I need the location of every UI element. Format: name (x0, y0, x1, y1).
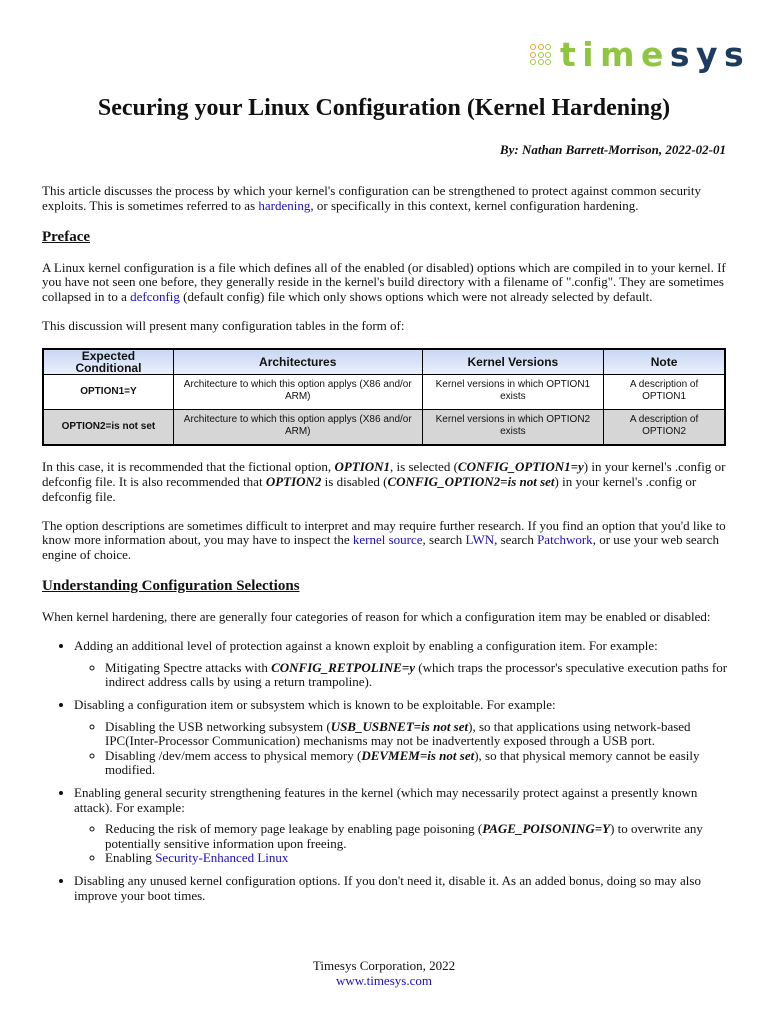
intro-paragraph: This article discusses the process by which your kernel's configuration can be strengthened to protect against common security exploits. This is sometimes referred to as hardening, or specifically in this context, kernel configuration hardening. (42, 183, 702, 213)
list-item: • Adding an additional level of protection against a known exploit by enabling a configuration item. For example: ◦ Mitigating Spectre attacks with CONFIG_RETPOLINE=y (which traps the processor's speculative execution paths for indirect address calls by using a return trampoline). (74, 639, 728, 690)
reasons-list (42, 639, 728, 903)
list-item: • Enabling general security strengthening features in the kernel (which may necessarily protect against a presently known attack). For example: ◦ Reducing the risk of memory page leakage by enabling page poisoning (PAGE_POISONING=Y) to overwrite any potentially sensitive information upon freeing. ◦ Enabling Security-Enhanced Linux (74, 786, 728, 866)
byline: By: Nathan Barrett-Morrison, 2022-02-01 (499, 142, 726, 157)
timesys-logo (530, 35, 751, 74)
list-item: ◦ Reducing the risk of memory page leakage by enabling page poisoning (PAGE_POISONING=Y) to overwrite any potentially sensitive information upon freeing. (105, 822, 728, 851)
list-item: ◦ Enabling Security-Enhanced Linux (105, 851, 728, 866)
explanation-paragraph: In this case, it is recommended that the fictional option, OPTION1, is selected (CONFIG_OPTION1=y) in your kernel's .config or defconfig file. It is also recommended that OPTION2 is disabled (CONFIG_OPTION2=is not set) in your kernel's .config or defconfig file. (42, 459, 726, 504)
table-intro: This discussion will present many configuration tables in the form of: (42, 318, 405, 334)
selinux-link[interactable]: Security-Enhanced Linux (155, 850, 289, 866)
table-header-cell: Expected Conditional (43, 349, 173, 375)
table-cell: Architecture to which this option applys (X86 and/or ARM) (173, 410, 422, 446)
kernel-source-link[interactable]: kernel source (352, 532, 423, 548)
sub-list (74, 822, 728, 866)
table-row (43, 410, 725, 446)
patchwork-link[interactable]: Patchwork (537, 532, 593, 548)
footer-url-link[interactable]: www.timesys.com (336, 973, 432, 988)
page-footer (0, 958, 768, 988)
table-cell: A description of OPTION2 (604, 410, 725, 446)
selections-intro: When kernel hardening, there are generally four categories of reason for which a configuration item may be enabled or disabled: (42, 609, 711, 625)
defconfig-link[interactable]: defconfig (130, 288, 180, 304)
list-item: • Disabling any unused kernel configuration options. If you don't need it, disable it. As an added bonus, doing so may also improve your boot times. (74, 874, 728, 903)
table-header-cell: Kernel Versions (422, 349, 604, 375)
table-cell: Architecture to which this option applys (X86 and/or ARM) (173, 375, 422, 410)
table-cell: Kernel versions in which OPTION2 exists (422, 410, 604, 446)
list-item: ◦ Disabling the USB networking subsystem (USB_USBNET=is not set), so that applications using network-based IPC(Inter-Processor Communication) mechanisms may not be inadvertently exposed through a USB port. (105, 720, 728, 749)
list-item: • Disabling a configuration item or subsystem which is known to be exploitable. For example: ◦ Disabling the USB networking subsystem (USB_USBNET=is not set), so that applications using network-based IPC(Inter-Processor Communication) mechanisms may not be inadvertently exposed through a USB port. ◦ Disabling /dev/mem access to physical memory (DEVMEM=is not set), so that physical memory cannot be easily modified. (74, 698, 728, 778)
preface-paragraph: A Linux kernel configuration is a file which defines all of the enabled (or disabled) options which are compiled in to your kernel. If you have not seen one before, they generally reside in the kernel's build directory with a filename of ".config". They are sometimes collapsed in to a defconfig (default config) file which only shows options which were not already selected by default. (42, 259, 726, 304)
table-row (43, 375, 725, 410)
logo-dots-icon (530, 44, 551, 65)
list-item: ◦ Disabling /dev/mem access to physical memory (DEVMEM=is not set), so that physical memory cannot be easily modified. (105, 749, 728, 778)
sub-list (74, 720, 728, 778)
sub-list (74, 661, 728, 690)
table-cell: Kernel versions in which OPTION1 exists (422, 375, 604, 410)
page-title: Securing your Linux Configuration (Kernel Hardening) (97, 95, 671, 121)
selections-heading: Understanding Configuration Selections (42, 578, 300, 595)
research-paragraph: The option descriptions are sometimes difficult to interpret and may require further research. If you find an option that you'd like to know more information about, you may have to inspect the kernel source, search LWN, search Patchwork, or use your web search engine of choice. (42, 517, 726, 562)
list-item: ◦ Mitigating Spectre attacks with CONFIG_RETPOLINE=y (which traps the processor's speculative execution paths for indirect address calls by using a return trampoline). (105, 661, 728, 690)
lwn-link[interactable]: LWN (465, 532, 495, 548)
logo-wordmark: timesys (560, 35, 751, 74)
preface-heading: Preface (42, 228, 91, 245)
footer-company: Timesys Corporation, 2022 (312, 958, 456, 973)
table-cell: A description of OPTION1 (604, 375, 725, 410)
config-table (42, 348, 726, 446)
table-header-cell: Note (604, 349, 725, 375)
table-header-row (43, 349, 725, 375)
hardening-link[interactable]: hardening (258, 197, 311, 213)
table-header-cell: Architectures (173, 349, 422, 375)
table-cell: OPTION1=Y (43, 375, 173, 410)
article-body (42, 184, 728, 911)
table-cell: OPTION2=is not set (43, 410, 173, 446)
